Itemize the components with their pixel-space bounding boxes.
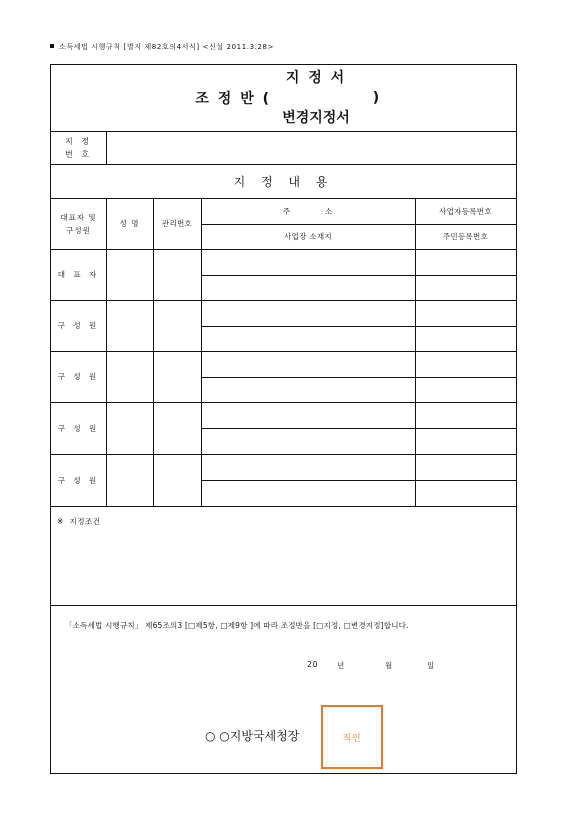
table-row-name-field[interactable] (107, 250, 153, 300)
divider (201, 198, 202, 506)
header-note-text: 소득세법 시행규칙 [별지 제82호의4서식] <신설 2011.3.28> (59, 43, 275, 51)
conditions-field[interactable] (52, 530, 516, 604)
col-biz-location-header: 사업장 소재지 (284, 232, 332, 241)
form-header-note (50, 42, 274, 52)
title-line2-prefix: 조 정 반 ( (195, 91, 271, 107)
title-line2-suffix: ) (372, 90, 382, 106)
designation-form (50, 64, 517, 774)
col-name-header: 성 명 (119, 219, 140, 228)
table-row-role: 구 성 원 (57, 321, 100, 330)
statement-text: 「소득세법 시행규칙」 제65조의3 [□제5항, □제9항 ]에 따라 조정반을 [□지정, □변경지정]합니다. (65, 621, 409, 630)
date-day-unit: 일 (427, 661, 436, 670)
divider (51, 300, 516, 301)
table-row-role: 대 표 자 (57, 270, 100, 279)
issuing-authority: ○ ○지방국세청장 (205, 729, 300, 743)
table-row-role: 구 성 원 (57, 475, 100, 485)
divider (201, 224, 516, 225)
title-line1: 지 정 서 (285, 70, 347, 86)
col-resident-no-header: 주민등록번호 (442, 232, 489, 241)
col-address-header: 주 소 (282, 206, 334, 216)
col-biz-reg-no-header: 사업자등록번호 (439, 206, 492, 216)
divider (51, 506, 516, 507)
date-month-unit: 월 (385, 661, 394, 670)
conditions-label: ※ 지정조건 (57, 517, 101, 526)
designation-number-label: 지 정 번 호 (65, 136, 92, 159)
divider (153, 198, 154, 506)
col-role-header: 대표자 및 구성원 (60, 212, 97, 235)
divider (201, 428, 516, 429)
table-row-mgmt-no-field[interactable] (154, 250, 201, 300)
divider (201, 377, 516, 378)
divider (51, 454, 516, 455)
table-row-role: 구 성 원 (57, 423, 100, 433)
divider (201, 275, 516, 276)
divider (51, 605, 516, 606)
divider (51, 402, 516, 403)
title-line3: 변경지정서 (282, 110, 350, 126)
divider (415, 198, 416, 506)
divider (51, 351, 516, 352)
table-row-role: 구 성 원 (57, 372, 100, 381)
divider (106, 198, 107, 506)
official-seal-box (321, 705, 383, 769)
designation-number-field[interactable] (107, 132, 516, 164)
date-year-unit: 년 (337, 661, 346, 670)
col-mgmt-no-header: 관리번호 (161, 219, 193, 228)
seal-text: 직인 (342, 733, 362, 744)
bullet-square-icon (50, 44, 54, 48)
date-year: 20 (307, 660, 319, 669)
section-heading: 지 정 내 용 (233, 174, 334, 189)
divider (201, 326, 516, 327)
divider (201, 480, 516, 481)
